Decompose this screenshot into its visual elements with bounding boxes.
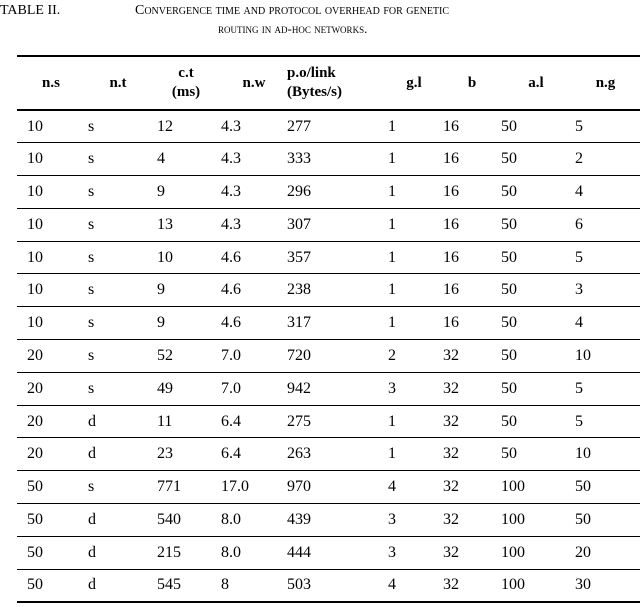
table-cell: 970 [287, 478, 311, 496]
table-cell: 8.0 [221, 543, 241, 561]
table-cell: 4 [575, 182, 583, 200]
caption-title-line1: Convergence time and protocol overhead for genetic [135, 3, 450, 18]
table-cell: 23 [157, 445, 173, 463]
table-cell: 16 [443, 314, 459, 332]
table-cell: 10 [27, 182, 43, 200]
table-cell: s [88, 182, 95, 200]
table-cell: 1 [388, 182, 396, 200]
table-cell: 545 [157, 576, 181, 594]
table-row [17, 241, 640, 274]
header-cell: p.o/link (Bytes/s) [287, 65, 342, 100]
table-cell: 50 [501, 412, 517, 430]
table-cell: 4.3 [221, 117, 241, 135]
table-cell: 20 [27, 445, 43, 463]
table-cell: 3 [388, 379, 396, 397]
table-row [17, 504, 640, 537]
table-cell: 50 [501, 150, 517, 168]
table-cell: 1 [388, 314, 396, 332]
table-cell: 10 [575, 445, 591, 463]
table-cell: s [88, 215, 95, 233]
table-cell: 50 [501, 117, 517, 135]
table-cell: 20 [27, 379, 43, 397]
table-cell: 9 [157, 314, 165, 332]
table-cell: s [88, 150, 95, 168]
header-cell: b [467, 74, 477, 91]
table-cell: 100 [501, 478, 525, 496]
table-cell: d [88, 576, 96, 594]
table-cell: 20 [27, 346, 43, 364]
results-table [17, 55, 640, 603]
table-row [17, 372, 640, 405]
table-cell: 10 [27, 215, 43, 233]
table-cell: 4.6 [221, 248, 241, 266]
table-cell: 12 [157, 117, 173, 135]
table-cell: 16 [443, 117, 459, 135]
table-cell: 277 [287, 117, 311, 135]
table-cell: d [88, 510, 96, 528]
table-row [17, 143, 640, 176]
table-cell: 1 [388, 215, 396, 233]
header-cell: n.g [595, 74, 616, 91]
table-row [17, 405, 640, 438]
header-cell: n.t [109, 74, 127, 91]
table-cell: 50 [501, 182, 517, 200]
table-row [17, 536, 640, 569]
table-cell: 296 [287, 182, 311, 200]
table-cell: 7.0 [221, 346, 241, 364]
table-cell: 50 [501, 445, 517, 463]
table-cell: 30 [575, 576, 591, 594]
header-cell: c.t (ms) [171, 65, 201, 100]
table-cell: 238 [287, 281, 311, 299]
table-cell: 1 [388, 281, 396, 299]
table-row [17, 340, 640, 373]
table-row [17, 438, 640, 471]
table-cell: 4 [388, 576, 396, 594]
table-cell: s [88, 248, 95, 266]
table-cell: 32 [443, 412, 459, 430]
table-cell: 10 [575, 346, 591, 364]
table-cell: 9 [157, 281, 165, 299]
table-cell: 2 [575, 150, 583, 168]
table-cell: 32 [443, 346, 459, 364]
table-cell: 50 [27, 543, 43, 561]
table-cell: 50 [501, 248, 517, 266]
table-cell: 50 [575, 510, 591, 528]
table-cell: 4 [388, 478, 396, 496]
table-cell: 333 [287, 150, 311, 168]
caption-title-line2: routing in ad-hoc networks. [218, 21, 368, 36]
table-cell: s [88, 379, 95, 397]
table-cell: 49 [157, 379, 173, 397]
table-cell: 4.3 [221, 182, 241, 200]
table-cell: 32 [443, 543, 459, 561]
table-cell: 50 [27, 510, 43, 528]
table-cell: 1 [388, 248, 396, 266]
table-cell: 4.6 [221, 281, 241, 299]
table-cell: 3 [575, 281, 583, 299]
table-cell: s [88, 117, 95, 135]
table-cell: 50 [501, 281, 517, 299]
header-cell: g.l [406, 74, 422, 91]
table-cell: 10 [27, 281, 43, 299]
table-cell: d [88, 445, 96, 463]
table-cell: 10 [27, 150, 43, 168]
table-cell: 6 [575, 215, 583, 233]
table-cell: 317 [287, 314, 311, 332]
table-cell: 32 [443, 576, 459, 594]
header-cell: n.w [242, 74, 266, 91]
table-cell: 100 [501, 510, 525, 528]
table-cell: 503 [287, 576, 311, 594]
table-cell: 2 [388, 346, 396, 364]
table-cell: 32 [443, 445, 459, 463]
table-cell: 6.4 [221, 412, 241, 430]
table-cell: 32 [443, 510, 459, 528]
table-cell: 9 [157, 182, 165, 200]
table-cell: 3 [388, 543, 396, 561]
table-cell: 5 [575, 248, 583, 266]
table-cell: 444 [287, 543, 311, 561]
table-cell: 263 [287, 445, 311, 463]
table-cell: 11 [157, 412, 173, 430]
table-cell: 4 [575, 314, 583, 332]
table-cell: 4 [157, 150, 165, 168]
table-cell: 6.4 [221, 445, 241, 463]
table-cell: 32 [443, 379, 459, 397]
table-cell: 50 [575, 478, 591, 496]
table-cell: 13 [157, 215, 173, 233]
table-cell: s [88, 314, 95, 332]
table-cell: 17.0 [221, 478, 249, 496]
table-cell: 1 [388, 445, 396, 463]
table-cell: 5 [575, 412, 583, 430]
table-cell: 5 [575, 117, 583, 135]
table-cell: 16 [443, 248, 459, 266]
table-cell: 4.6 [221, 314, 241, 332]
table-cell: s [88, 281, 95, 299]
table-cell: 50 [27, 478, 43, 496]
table-cell: 540 [157, 510, 181, 528]
table-cell: 1 [388, 117, 396, 135]
table-caption [0, 0, 640, 44]
table-cell: 942 [287, 379, 311, 397]
table-cell: 16 [443, 215, 459, 233]
table-cell: 100 [501, 576, 525, 594]
table-cell: 50 [501, 314, 517, 332]
table-cell: 7.0 [221, 379, 241, 397]
table-cell: s [88, 346, 95, 364]
table-cell: 50 [501, 215, 517, 233]
header-cell: n.s [42, 74, 60, 91]
table-cell: 50 [501, 379, 517, 397]
table-cell: 10 [27, 314, 43, 332]
table-cell: 50 [501, 346, 517, 364]
table-cell: 771 [157, 478, 181, 496]
table-row [17, 307, 640, 340]
table-cell: 32 [443, 478, 459, 496]
table-cell: 4.3 [221, 215, 241, 233]
table-row [17, 176, 640, 209]
table-header-row [17, 56, 640, 110]
table-cell: 10 [27, 248, 43, 266]
table-cell: 16 [443, 281, 459, 299]
table-cell: 439 [287, 510, 311, 528]
table-cell: d [88, 543, 96, 561]
table-cell: 8.0 [221, 510, 241, 528]
table-cell: 100 [501, 543, 525, 561]
table-row [17, 110, 640, 143]
table-cell: 3 [388, 510, 396, 528]
table-row [17, 274, 640, 307]
table-cell: s [88, 478, 95, 496]
table-cell: 10 [27, 117, 43, 135]
table-cell: 20 [27, 412, 43, 430]
table-cell: 50 [27, 576, 43, 594]
table-row [17, 569, 640, 602]
table-row [17, 208, 640, 241]
table-cell: 1 [388, 150, 396, 168]
table-cell: 20 [575, 543, 591, 561]
header-cell: a.l [528, 74, 544, 91]
table-cell: d [88, 412, 96, 430]
table-cell: 4.3 [221, 150, 241, 168]
table-cell: 52 [157, 346, 173, 364]
table-cell: 357 [287, 248, 311, 266]
table-cell: 275 [287, 412, 311, 430]
table-cell: 10 [157, 248, 173, 266]
table-cell: 5 [575, 379, 583, 397]
table-cell: 215 [157, 543, 181, 561]
table-row [17, 471, 640, 504]
table-cell: 8 [221, 576, 229, 594]
table-cell: 720 [287, 346, 311, 364]
table-cell: 307 [287, 215, 311, 233]
table-cell: 16 [443, 150, 459, 168]
table-cell: 16 [443, 182, 459, 200]
table-cell: 1 [388, 412, 396, 430]
table-label: TABLE II. [0, 3, 61, 18]
